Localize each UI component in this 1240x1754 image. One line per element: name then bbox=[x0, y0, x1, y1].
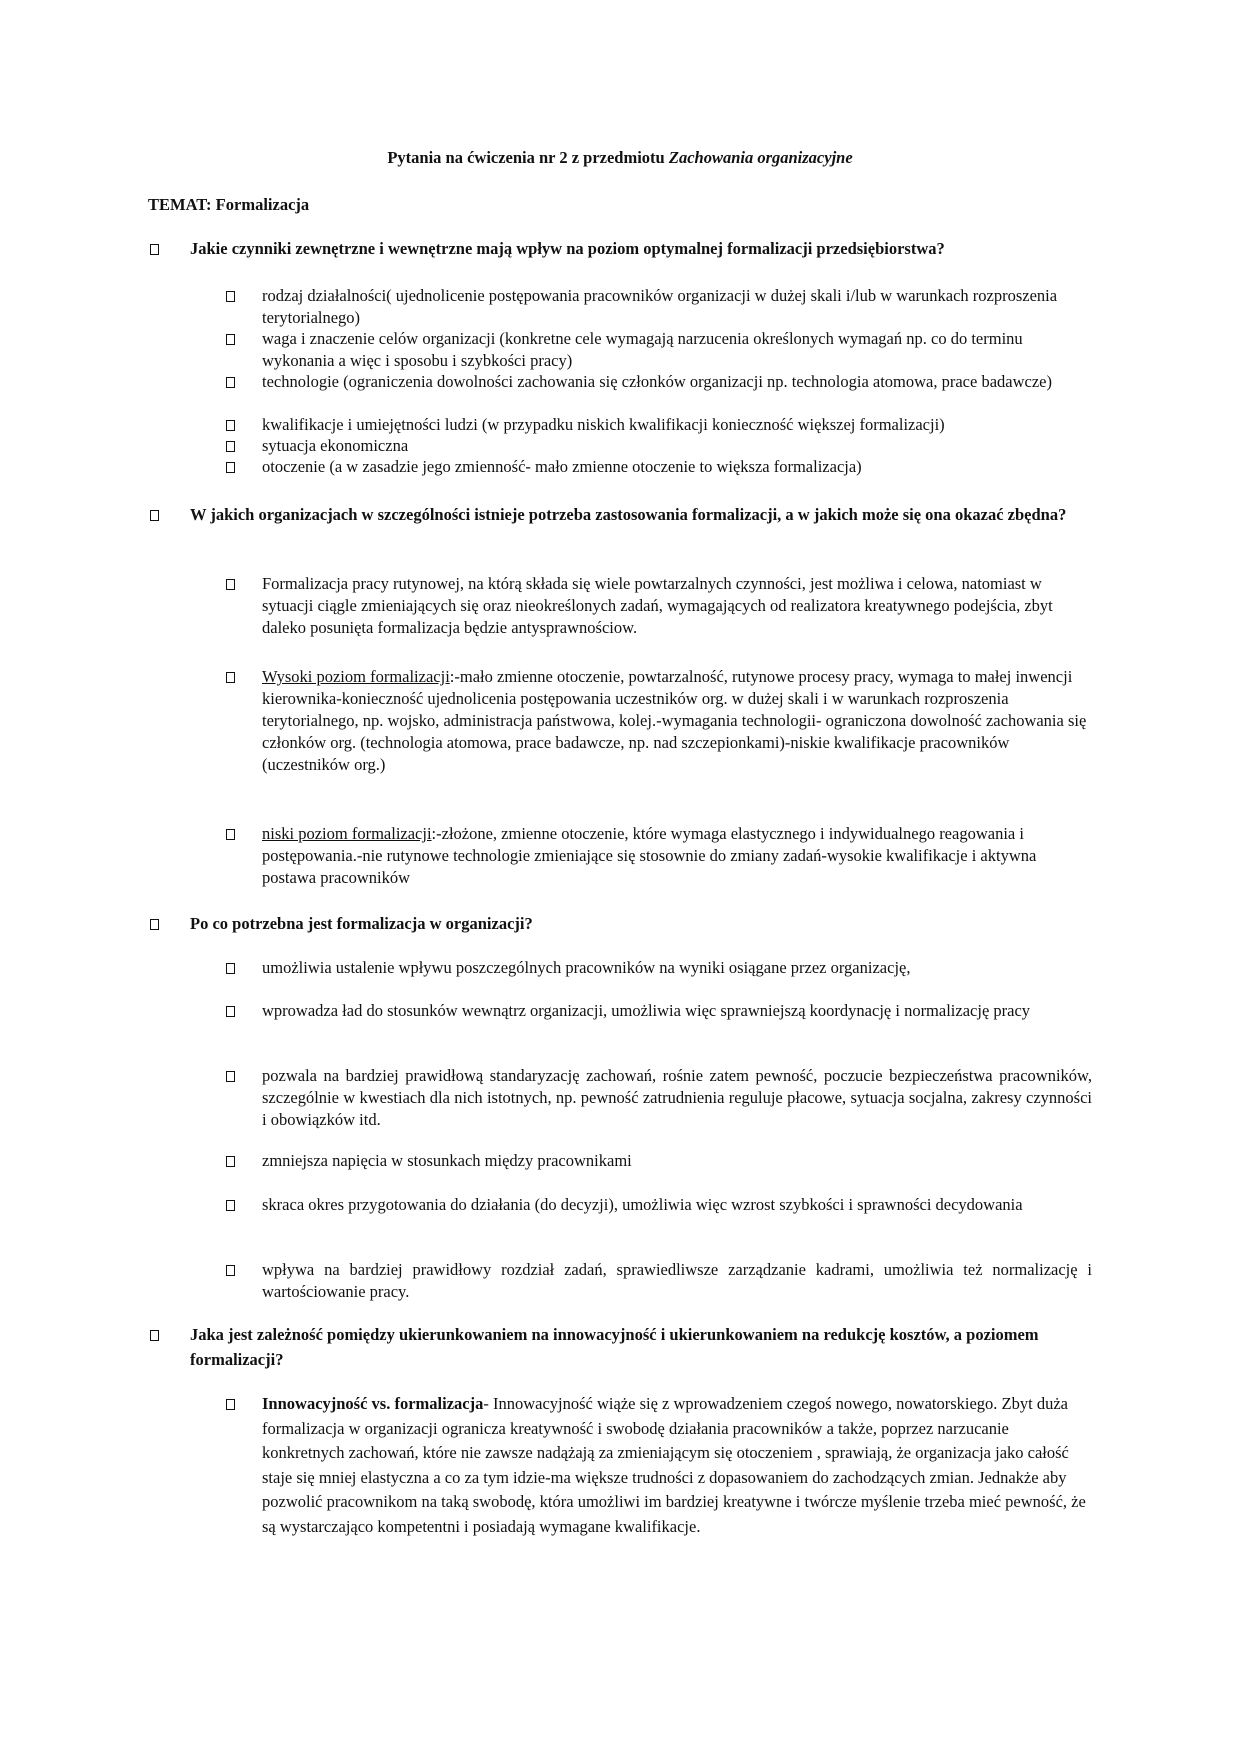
checkbox-icon bbox=[150, 919, 159, 930]
q3-item-text: zmniejsza napięcia w stosunkach między pracownikami bbox=[262, 1151, 632, 1170]
q1-item bbox=[262, 435, 1092, 457]
checkbox-icon bbox=[226, 420, 235, 431]
checkbox-icon bbox=[226, 462, 235, 473]
q1-item bbox=[262, 414, 1092, 436]
q3-item-text: skraca okres przygotowania do działania (do decyzji), umożliwia więc wzrost szybkości i sprawności decydowania bbox=[262, 1195, 1023, 1214]
title-prefix: Pytania na ćwiczenia nr 2 z przedmiotu bbox=[387, 148, 669, 167]
checkbox-icon bbox=[150, 510, 159, 521]
q3-item-text: pozwala na bardziej prawidłową standaryzację zachowań, rośnie zatem pewność, poczucie bezpieczeństwa pracowników, szczególnie w kwestiach dla nich istotnych, np. pewność zatrudnienia reguluje płacowe, sytuacja socjalna, zakresy czynności i obowiązków itd. bbox=[262, 1066, 1092, 1129]
q1-item-text: technologie (ograniczenia dowolności zachowania się członków organizacji np. technologia atomowa, prace badawcze) bbox=[262, 372, 1052, 391]
q2-item bbox=[262, 666, 1092, 776]
q2-item bbox=[262, 823, 1092, 889]
question-3 bbox=[190, 913, 1092, 935]
checkbox-icon bbox=[226, 963, 235, 974]
checkbox-icon bbox=[226, 441, 235, 452]
page-title bbox=[0, 147, 1240, 169]
checkbox-icon bbox=[226, 1265, 235, 1276]
high-formalization-label: Wysoki poziom formalizacji bbox=[262, 667, 450, 686]
topic-heading: TEMAT: Formalizacja bbox=[148, 195, 310, 214]
checkbox-icon bbox=[226, 1200, 235, 1211]
q3-item bbox=[262, 1194, 1092, 1216]
q4-item bbox=[262, 1392, 1092, 1540]
checkbox-icon bbox=[226, 291, 235, 302]
q1-item bbox=[262, 371, 1092, 393]
q1-item bbox=[262, 285, 1092, 329]
innovation-label: Innowacyjność vs. formalizacja bbox=[262, 1394, 484, 1413]
q1-item-text: kwalifikacje i umiejętności ludzi (w przypadku niskich kwalifikacji konieczność większej formalizacji) bbox=[262, 415, 945, 434]
q3-item-text: wpływa na bardziej prawidłowy rozdział zadań, sprawiedliwsze zarządzanie kadrami, umożliwia też normalizację i wartościowanie pracy. bbox=[262, 1260, 1092, 1301]
question-2-text: W jakich organizacjach w szczególności istnieje potrzeba zastosowania formalizacji, a w jakich może się ona okazać zbędna? bbox=[190, 505, 1067, 524]
low-formalization-text: :-złożone, zmienne otoczenie, które wymaga elastycznego i indywidualnego reagowania i postępowania.-nie rutynowe technologie zmieniające się stosownie do zmiany zadań-wysokie kwalifikacje i aktywna postawa pracowników bbox=[262, 824, 1037, 887]
low-formalization-label: niski poziom formalizacji bbox=[262, 824, 432, 843]
question-4-text: Jaka jest zależność pomiędzy ukierunkowaniem na innowacyjność i ukierunkowaniem na redukcję kosztów, a poziomem formalizacji? bbox=[190, 1325, 1039, 1369]
q3-item-text: umożliwia ustalenie wpływu poszczególnych pracowników na wyniki osiągane przez organizację, bbox=[262, 958, 911, 977]
checkbox-icon bbox=[150, 1330, 159, 1341]
q3-item bbox=[262, 957, 1092, 979]
checkbox-icon bbox=[226, 334, 235, 345]
checkbox-icon bbox=[226, 377, 235, 388]
checkbox-icon bbox=[150, 244, 159, 255]
checkbox-icon bbox=[226, 1006, 235, 1017]
q3-item bbox=[262, 1065, 1092, 1131]
question-3-text: Po co potrzebna jest formalizacja w organizacji? bbox=[190, 914, 533, 933]
q1-item bbox=[262, 456, 1092, 478]
q3-item-text: wprowadza ład do stosunków wewnątrz organizacji, umożliwia więc sprawniejszą koordynację i normalizację pracy bbox=[262, 1001, 1031, 1020]
q1-item bbox=[262, 328, 1092, 372]
q2-item bbox=[262, 573, 1092, 639]
checkbox-icon bbox=[226, 1399, 235, 1410]
q1-item-text: otoczenie (a w zasadzie jego zmienność- mało zmienne otoczenie to większa formalizacja) bbox=[262, 457, 862, 476]
q1-item-text: rodzaj działalności( ujednolicenie postępowania pracowników organizacji w dużej skali i/lub w warunkach rozproszenia terytorialnego) bbox=[262, 286, 1058, 327]
title-subject: Zachowania organizacyjne bbox=[668, 148, 853, 167]
checkbox-icon bbox=[226, 1071, 235, 1082]
q2-item-text: Formalizacja pracy rutynowej, na którą składa się wiele powtarzalnych czynności, jest możliwa i celowa, natomiast w sytuacji ciągle zmieniających się oraz nieokreślonych zadań, wymagających od realizatora kreatywnego podejścia, zbyt daleko posunięta formalizacja będzie antysprawnościow. bbox=[262, 574, 1053, 637]
q1-item-text: sytuacja ekonomiczna bbox=[262, 436, 409, 455]
checkbox-icon bbox=[226, 672, 235, 683]
checkbox-icon bbox=[226, 829, 235, 840]
q1-item-text: waga i znaczenie celów organizacji (konkretne cele wymagają narzucenia określonych wymagań np. co do terminu wykonania a więc i sposobu i szybkości pracy) bbox=[262, 329, 1023, 370]
question-1 bbox=[190, 238, 1092, 260]
question-2 bbox=[190, 503, 1092, 528]
q3-item bbox=[262, 1000, 1092, 1022]
q3-item bbox=[262, 1150, 1092, 1172]
checkbox-icon bbox=[226, 579, 235, 590]
high-formalization-text: :-mało zmienne otoczenie, powtarzalność, rutynowe procesy pracy, wymaga to małej inwencji kierownika-konieczność ujednolicenia postępowania uczestników org. w dużej skali i w warunkach rozproszenia terytorialnego, np. wojsko, administracja państwowa, kolej.-wymagania technologii- ograniczona dowolność zachowania się członków org. (technologia atomowa, prace badawcze, np. nad szczepionkami)-niskie kwalifikacje pracowników (uczestników org.) bbox=[262, 667, 1087, 774]
innovation-text: - Innowacyjność wiąże się z wprowadzeniem czegoś nowego, nowatorskiego. Zbyt duża formalizacja w organizacji ogranicza kreatywność i swobodę działania pracowników a także, poprzez narzucanie konkretnych zachowań, które nie zawsze nadążają za zmieniającym się otoczeniem , sprawiają, że organizacja jako całość staje się mniej elastyczna a co za tym idzie-ma większe trudności z dopasowaniem do zachodzących zmian. Jednakże aby pozwolić pracownikom na taką swobodę, która umożliwi im bardziej kreatywne i twórcze myślenie trzeba mieć pewność, że są wystarczająco kompetentni i posiadają wymagane kwalifikacje. bbox=[262, 1394, 1086, 1536]
checkbox-icon bbox=[226, 1156, 235, 1167]
q3-item bbox=[262, 1259, 1092, 1303]
question-1-text: Jakie czynniki zewnętrzne i wewnętrzne mają wpływ na poziom optymalnej formalizacji przedsiębiorstwa? bbox=[190, 239, 945, 258]
question-4 bbox=[190, 1323, 1092, 1372]
